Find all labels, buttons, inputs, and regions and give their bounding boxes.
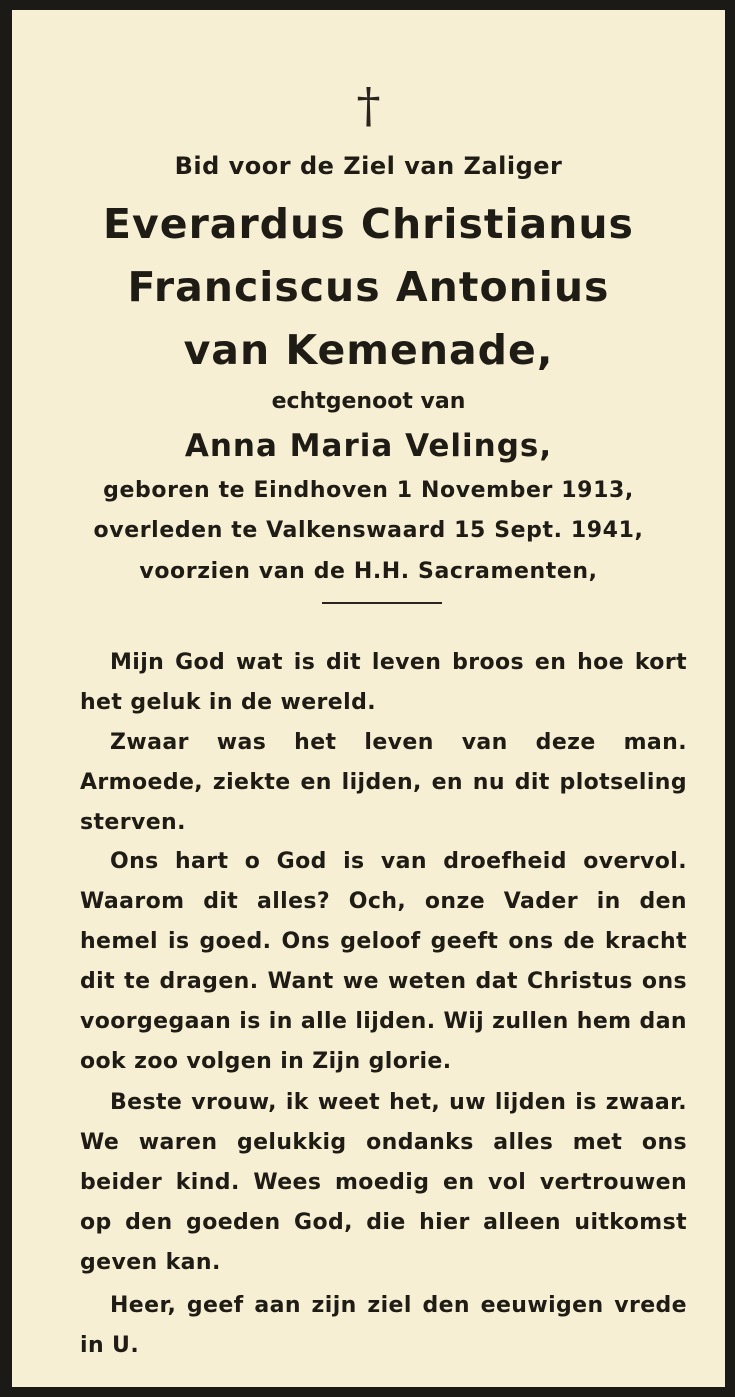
death-line: overleden te Valkenswaard 15 Sept. 1941, [93,518,644,543]
paragraph: Mijn God wat is dit leven broos en hoe kort het geluk in de wereld. [80,650,687,715]
birth-line: geboren te Eindhoven 1 November 1913, [103,478,634,503]
spouse-label: echtgenoot van [271,389,466,414]
sacraments-line: voorzien van de H.H. Sacramenten, [139,559,598,584]
prayer-intro: Bid voor de Ziel van Zaliger [174,152,563,180]
paragraph: Heer, geef aan zijn ziel den eeuwigen vrede in U. [80,1293,687,1358]
cross-icon: † [356,78,381,134]
paragraph: Ons hart o God is van droefheid overvol. Waarom dit alles? Och, onze Vader in den hemel is goed. Ons geloof geeft ons de kracht dit te dragen. Want we weten dat Christus ons voorgegaan is in alle lijden. Wij zullen hem dan ook zoo volgen in Zijn glorie. [80,849,687,1074]
deceased-name-line-1: Everardus Christianus [103,200,634,248]
paragraph: Zwaar was het leven van deze man. Armoede, ziekte en lijden, en nu dit plotseling sterven. [80,730,687,835]
deceased-name-line-3: van Kemenade, [183,326,554,374]
spouse-name: Anna Maria Velings, [184,428,553,464]
memorial-card [12,10,725,1387]
divider [322,602,442,604]
paragraph: Beste vrouw, ik weet het, uw lijden is zwaar. We waren gelukkig ondanks alles met ons beider kind. Wees moedig en vol vertrouwen op den goeden God, die hier alleen uitkomst geven kan. [80,1090,687,1275]
deceased-name-line-2: Franciscus Antonius [127,263,610,311]
